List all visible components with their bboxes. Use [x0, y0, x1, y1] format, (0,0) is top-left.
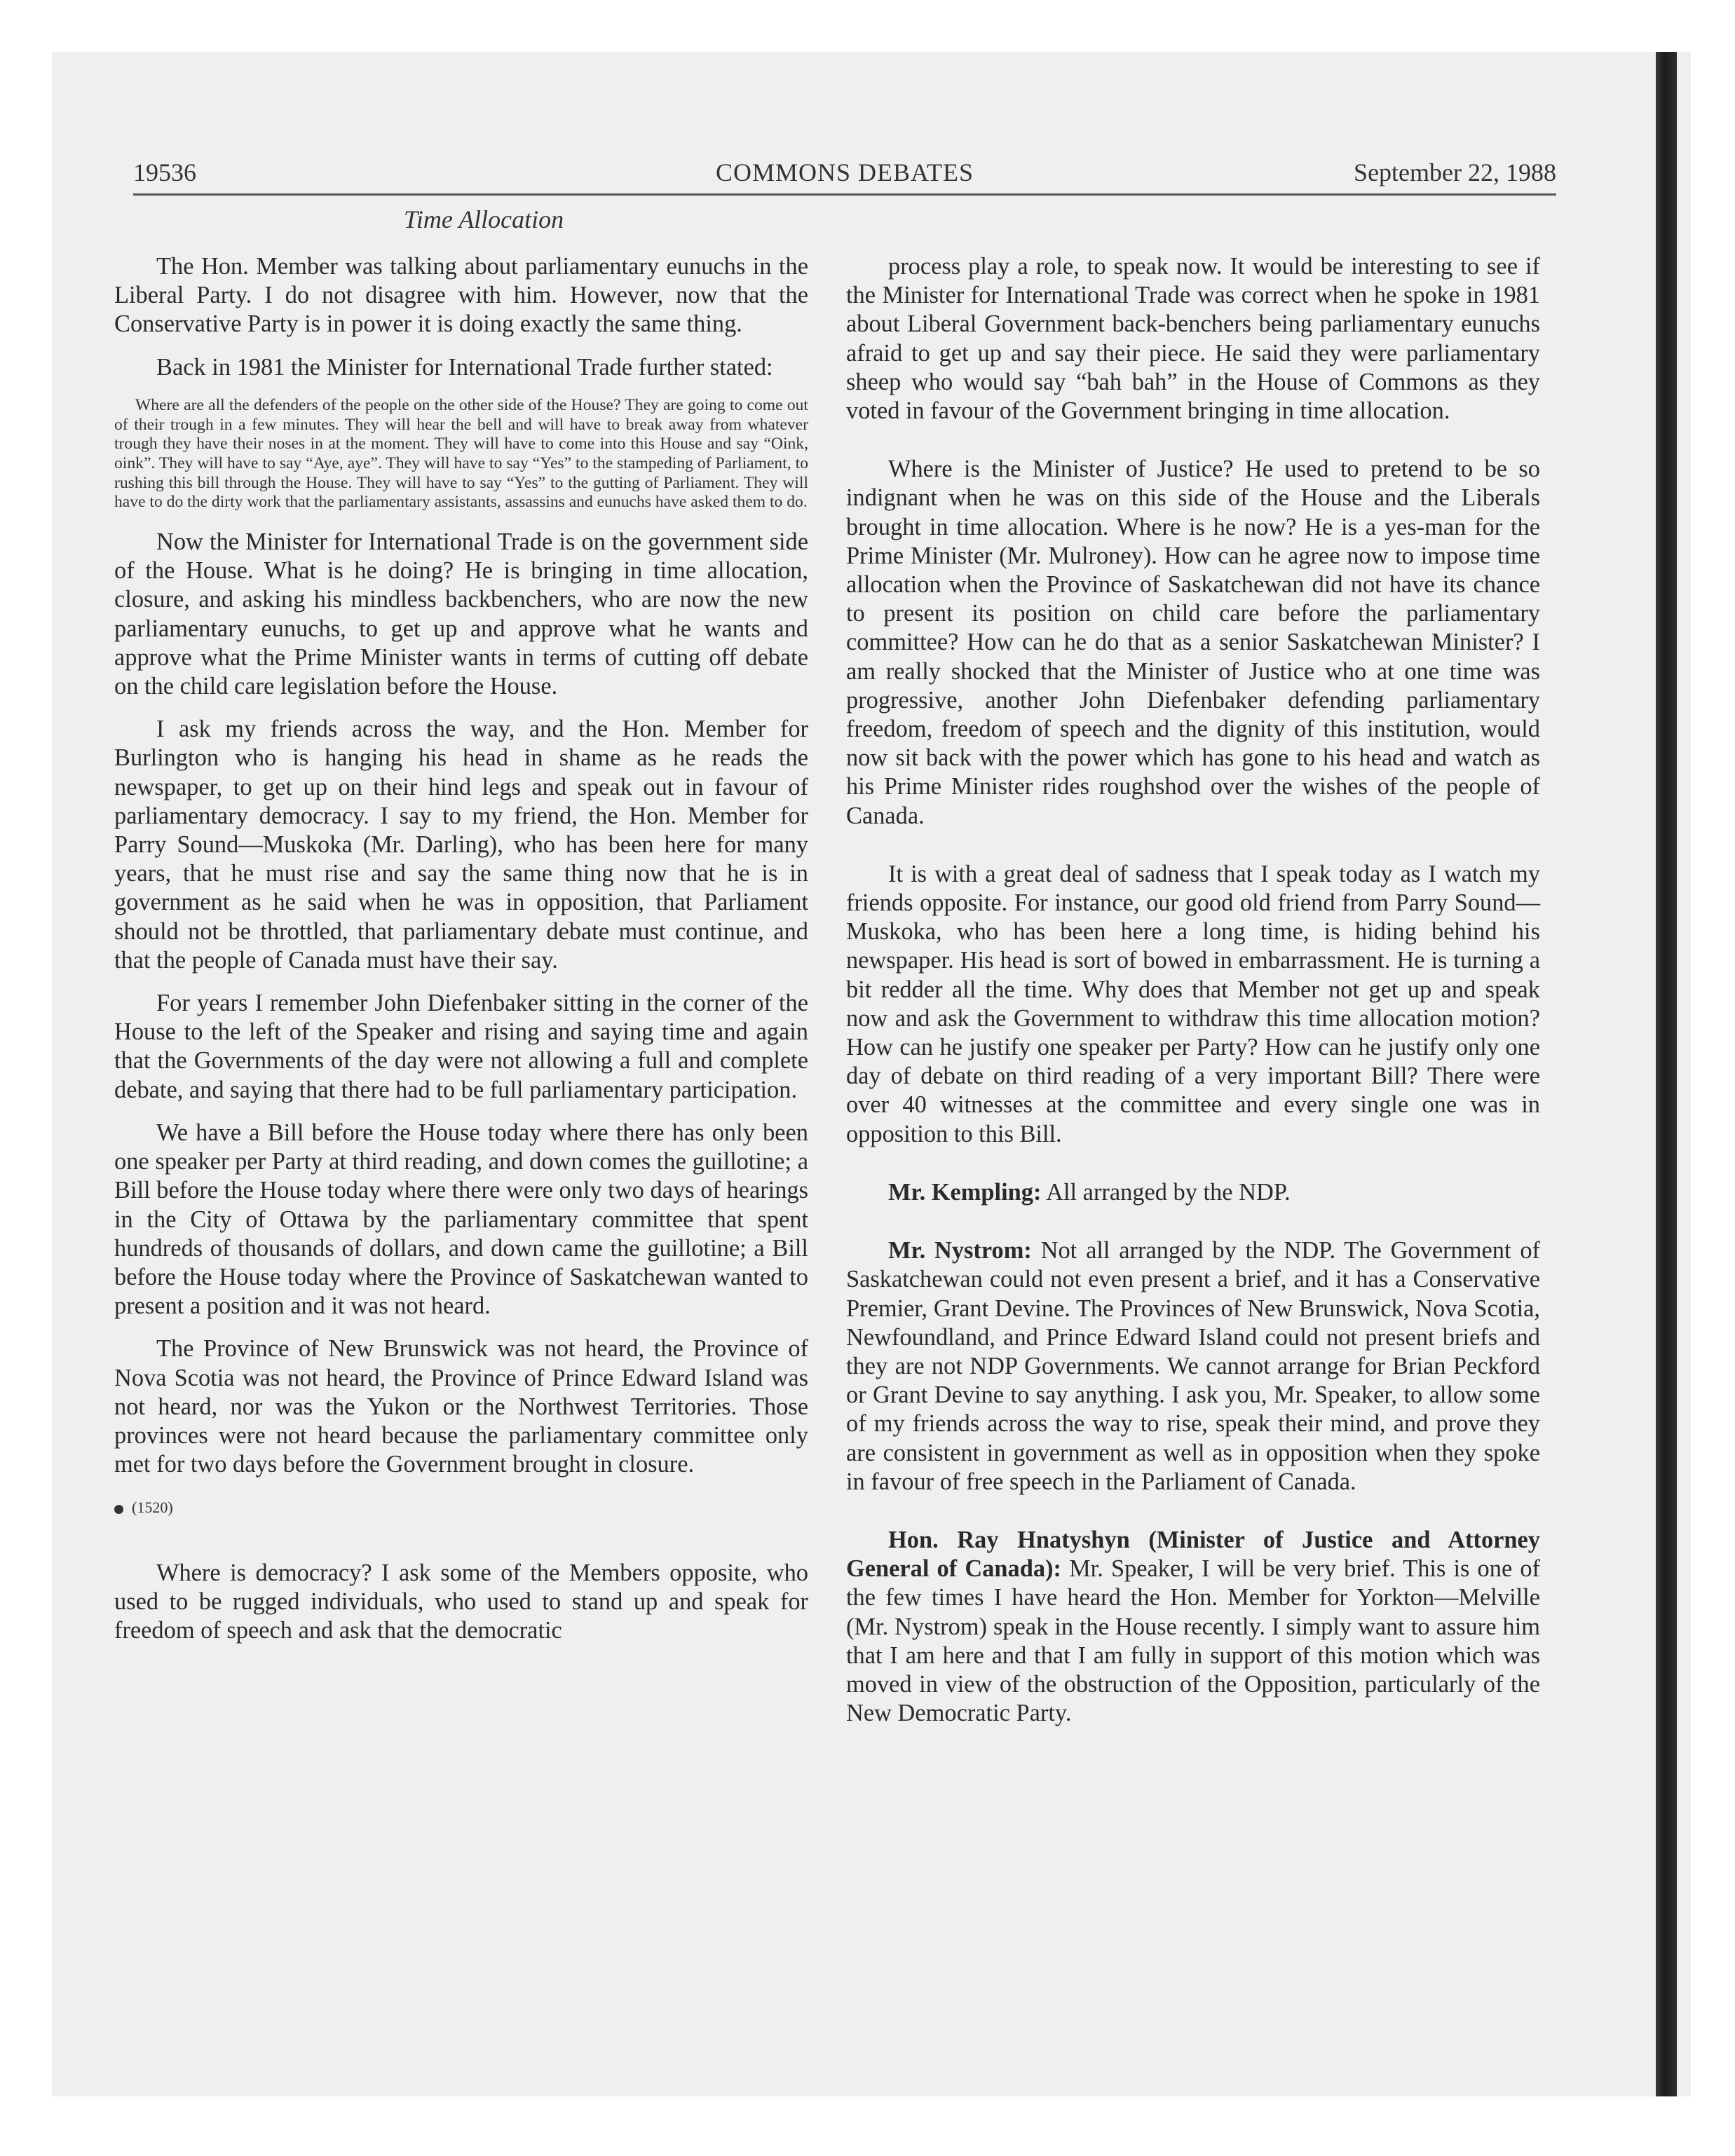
paragraph: The Hon. Member was talking about parliamentary eunuchs in the Liberal Party. I do not disagree with him. However, now that the Conservative Party is in power it is doing exactly the same thing.	[114, 253, 808, 338]
page-header	[133, 158, 1556, 196]
speaker-name: Mr. Nystrom:	[888, 1237, 1032, 1264]
speech-kempling	[846, 1178, 1540, 1207]
paragraph: For years I remember John Diefenbaker sitting in the corner of the House to the left of the Speaker and rising and saying time and again that the Governments of the day were not allowing a full and complete debate, and saying that there had to be full parliamentary participation.	[114, 990, 808, 1103]
bullet-icon	[114, 1505, 123, 1514]
paragraph: Where is democracy? I ask some of the Members opposite, who used to be rugged individuals, who used to stand up and speak for freedom of speech and ask that the democratic	[114, 1559, 808, 1644]
time-marker-label: (1520)	[132, 1499, 173, 1517]
left-column	[114, 252, 808, 1659]
speech-nystrom	[846, 1236, 1540, 1496]
block-quote: Where are all the defenders of the people on the other side of the House? They are going to come out of their trough in a few minutes. They will hear the bell and will have to break away from whatever trough they have their noses in at the moment. They will have to come into this House and say “Oink, oink”. They will have to say “Aye, aye”. They will have to say “Yes” to the stampeding of Parliament, to rushing this bill through the House. They will have to say “Yes” to the gutting of Parliament. They will have to do the dirty work that the parliamentary assistants, assassins and eunuchs have asked them to do.	[114, 395, 808, 512]
paragraph: It is with a great deal of sadness that I speak today as I watch my friends opposite. For instance, our good old friend from Parry Sound—Muskoka, who has been here a long time, is hiding behind his newspaper. His head is sort of bowed in embarrassment. He is turning a bit redder all the time. Why does that Member not get up and speak now and ask the Government to withdraw this time allocation motion? How can he justify one speaker per Party? How can he justify only one day of debate on third reading of a very important Bill? There were over 40 witnesses at the committee and every single one was in opposition to this Bill.	[846, 860, 1540, 1147]
speaker-name: Mr. Kempling:	[888, 1178, 1042, 1206]
paragraph: I ask my friends across the way, and the Hon. Member for Burlington who is hanging his head in shame as he reads the newspaper, to get up on their hind legs and speak out in favour of parliamentary democracy. I say to my friend, the Hon. Member for Parry Sound—Muskoka (Mr. Darling), who has been here for many years, that he must rise and say the same thing now that he is in government as he said when he was in opposition, that Parliament should not be throttled, that parliamentary debate must continue, and that the people of Canada must have their say.	[114, 716, 808, 974]
speech-hnatyshyn	[846, 1526, 1540, 1728]
paragraph: Back in 1981 the Minister for International Trade further stated:	[156, 353, 773, 381]
paragraph: The Province of New Brunswick was not heard, the Province of Nova Scotia was not heard, the Province of Prince Edward Island was not heard, nor was the Yukon or the Northwest Territories. Those provinces were not heard because the parliamentary committee only met for two days before the Government brought in closure.	[114, 1335, 808, 1478]
speech-text: All arranged by the NDP.	[1041, 1178, 1291, 1206]
scan-edge-shadow	[1656, 52, 1677, 2096]
paragraph: We have a Bill before the House today where there has only been one speaker per Party at third reading, and down comes the guillotine; a Bill before the House today where there were only two days of hearings in the City of Ottawa by the parliamentary committee that spent hundreds of thousands of dollars, and down came the guillotine; a Bill before the House today where the Province of Saskatchewan wanted to present a position and it was not heard.	[114, 1119, 808, 1320]
time-marker	[114, 1493, 808, 1522]
publication-title: COMMONS DEBATES	[715, 158, 974, 186]
paragraph: Where is the Minister of Justice? He used to pretend to be so indignant when he was on this side of the House and the Liberals brought in time allocation. Where is he now? He is a yes-man for the Prime Minister (Mr. Mulroney). How can he agree now to impose time allocation when the Province of Saskatchewan did not have its chance to present its position on child care before the parliamentary committee? How can he do that as a senior Saskatchewan Minister? I am really shocked that the Minister of Justice who at one time was progressive, another John Diefenbaker defending parliamentary freedom, freedom of speech and the dignity of this institution, would now sit back with the power which has gone to his head and watch as his Prime Minister rides roughshod over the wishes of the people of Canada.	[846, 456, 1540, 829]
speaker-name: Hon. Ray Hnatyshyn (Minister of Justice and Attorney General of Canada):	[846, 1526, 1540, 1583]
speech-text: Not all arranged by the NDP. The Government of Saskatchewan could not even present a brief, and it has a Conservative Premier, Grant Devine. The Provinces of New Brunswick, Nova Scotia, Newfoundland, and Prince Edward Island could not present briefs and they are not NDP Governments. We cannot arrange for Brian Peckford or Grant Devine to say anything. I ask you, Mr. Speaker, to allow some of my friends across the way to rise, speak their mind, and prove they are consistent in government as well as in opposition when they spoke in favour of free speech in the Parliament of Canada.	[846, 1237, 1540, 1495]
right-column	[846, 252, 1540, 1742]
paragraph: Now the Minister for International Trade is on the government side of the House. What is he doing? He is bringing in time allocation, closure, and asking his mindless backbenchers, who are now the new parliamentary eunuchs, to get up and approve what he wants and approve what the Prime Minister wants in terms of cutting off debate on the child care legislation before the House.	[114, 528, 808, 700]
page-number: 19536	[133, 158, 196, 186]
paragraph: process play a role, to speak now. It would be interesting to see if the Minister for International Trade was correct when he spoke in 1981 about Liberal Government back-benchers being parliamentary eunuchs afraid to get up and say their piece. He said they were parliamentary sheep who would say “bah bah” in the House of Commons as they voted in favour of the Government bringing in time allocation.	[846, 253, 1540, 425]
running-head: Time Allocation	[403, 205, 564, 233]
publication-date: September 22, 1988	[1354, 158, 1556, 186]
speech-text: Mr. Speaker, I will be very brief. This is one of the few times I have heard the Hon. Member for Yorkton—Melville (Mr. Nystrom) speak in the House recently. I simply want to assure him that I am here and that I am fully in support of this motion which was moved in view of the obstruction of the Opposition, particularly of the New Democratic Party.	[846, 1555, 1540, 1727]
